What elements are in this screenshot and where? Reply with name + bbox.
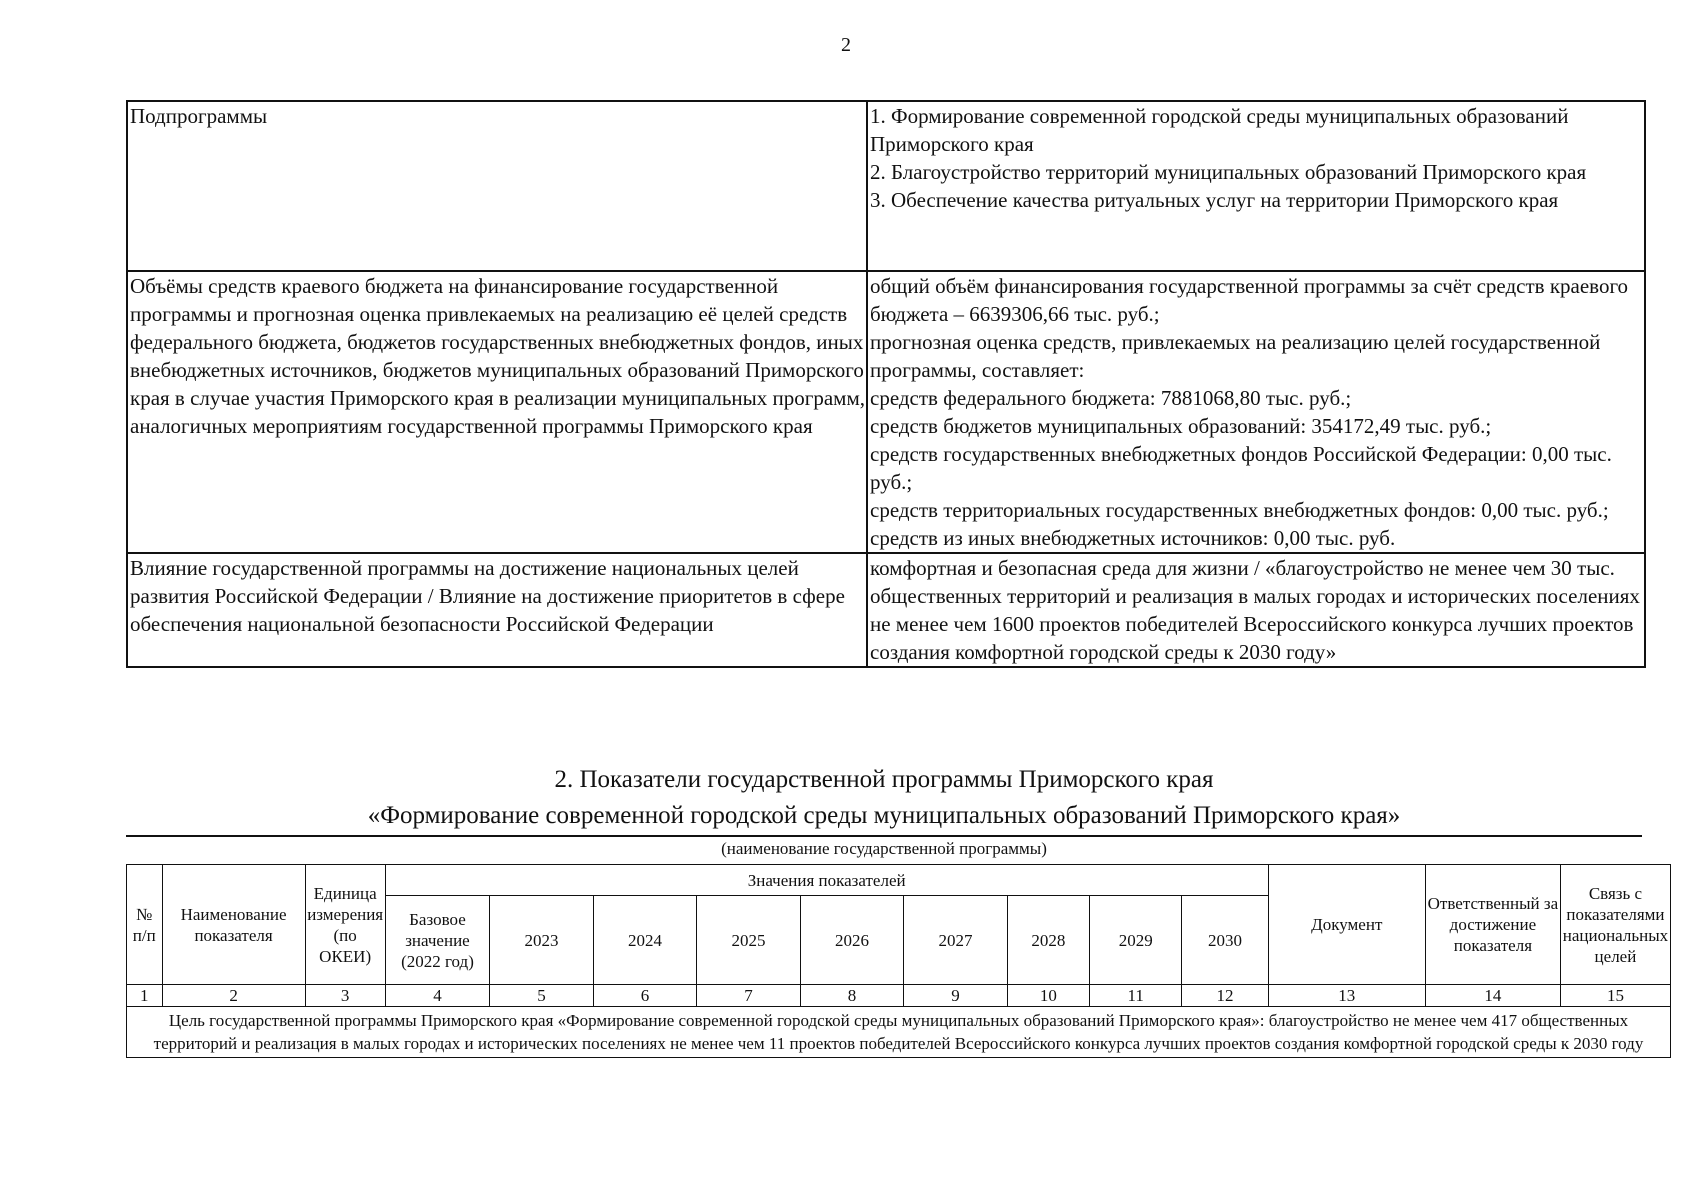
header-responsible: Ответственный за достижение показателя	[1425, 865, 1560, 985]
header-num: № п/п	[127, 865, 163, 985]
column-number: 1	[127, 985, 163, 1007]
column-number: 11	[1090, 985, 1182, 1007]
header-year-2025: 2025	[697, 896, 801, 985]
column-number: 7	[697, 985, 801, 1007]
header-document: Документ	[1268, 865, 1425, 985]
passport-label-subprograms: Подпрограммы	[127, 101, 867, 271]
column-numbers-row	[127, 985, 1671, 1007]
column-number: 9	[904, 985, 1008, 1007]
page-number: 2	[841, 34, 851, 56]
column-number: 12	[1182, 985, 1268, 1007]
passport-label-funding: Объёмы средств краевого бюджета на финансирование государственной программы и прогнозная оценка привлекаемых на реализацию её целей средств федерального бюджета, бюджетов государственных внебюджетных фондов, иных внебюджетных источников, бюджетов муниципальных образований Приморского края в случае участия Приморского края в реализации муниципальных программ, аналогичных мероприятиям государственной программы Приморского края	[127, 271, 867, 553]
indicators-header-row-1	[127, 865, 1671, 896]
column-number: 13	[1268, 985, 1425, 1007]
header-year-2023: 2023	[490, 896, 594, 985]
goal-row	[127, 1007, 1671, 1058]
header-year-2029: 2029	[1090, 896, 1182, 985]
title-underline	[126, 835, 1642, 837]
program-passport-table	[126, 100, 1646, 668]
header-name: Наименование показателя	[162, 865, 305, 985]
column-number: 2	[162, 985, 305, 1007]
passport-value-national-goals: комфортная и безопасная среда для жизни / «благоустройство не менее чем 30 тыс. общественных территорий и реализация в малых городах и исторических поселениях не менее чем 1600 проектов победителей Всероссийского конкурса лучших проектов создания комфортной городской среды к 2030 году»	[867, 553, 1645, 667]
header-base-value: Базовое значение (2022 год)	[385, 896, 490, 985]
passport-row-national-goals	[127, 553, 1645, 667]
column-number: 8	[800, 985, 904, 1007]
header-year-2028: 2028	[1007, 896, 1089, 985]
header-year-2027: 2027	[904, 896, 1008, 985]
header-national-goals-link: Связь с показателями национальных целей	[1560, 865, 1670, 985]
passport-label-national-goals: Влияние государственной программы на достижение национальных целей развития Российской Федерации / Влияние на достижение приоритетов в сфере обеспечения национальной безопасности Российской Федерации	[127, 553, 867, 667]
indicators-table	[126, 864, 1671, 1058]
column-number: 10	[1007, 985, 1089, 1007]
column-number: 15	[1560, 985, 1670, 1007]
column-number: 5	[490, 985, 594, 1007]
column-number: 14	[1425, 985, 1560, 1007]
header-year-2024: 2024	[593, 896, 697, 985]
column-number: 3	[305, 985, 385, 1007]
program-name-title: «Формирование современной городской среды муниципальных образований Приморского края»	[367, 802, 1401, 829]
section-title: 2. Показатели государственной программы Приморского края	[554, 766, 1214, 793]
header-year-2030: 2030	[1182, 896, 1268, 985]
program-name-caption: (наименование государственной программы)	[721, 839, 1047, 858]
passport-row-funding	[127, 271, 1645, 553]
passport-row-subprograms	[127, 101, 1645, 271]
header-year-2026: 2026	[800, 896, 904, 985]
header-unit: Единица измерения (по ОКЕИ)	[305, 865, 385, 985]
column-number: 6	[593, 985, 697, 1007]
passport-value-subprograms: 1. Формирование современной городской среды муниципальных образований Приморского края 2. Благоустройство территорий муниципальных образований Приморского края 3. Обеспечение качества ритуальных услуг на территории Приморского края	[867, 101, 1645, 271]
program-goal-text: Цель государственной программы Приморского края «Формирование современной городской среды муниципальных образований Приморского края»: благоустройство не менее чем 417 общественных территорий и реализация в малых городах и исторических поселениях не менее чем 11 проектов победителей Всероссийского конкурса лучших проектов создания комфортной городской среды к 2030 году	[127, 1007, 1671, 1058]
header-values-group: Значения показателей	[385, 865, 1268, 896]
column-number: 4	[385, 985, 490, 1007]
passport-value-funding: общий объём финансирования государственной программы за счёт средств краевого бюджета – 6639306,66 тыс. руб.; прогнозная оценка средств, привлекаемых на реализацию целей государственной программы, составляет: средств федерального бюджета: 7881068,80 тыс. руб.; средств бюджетов муниципальных образований: 354172,49 тыс. руб.; средств государственных внебюджетных фондов Российской Федерации: 0,00 тыс. руб.; средств территориальных государственных внебюджетных фондов: 0,00 тыс. руб.; средств из иных внебюджетных источников: 0,00 тыс. руб.	[867, 271, 1645, 553]
